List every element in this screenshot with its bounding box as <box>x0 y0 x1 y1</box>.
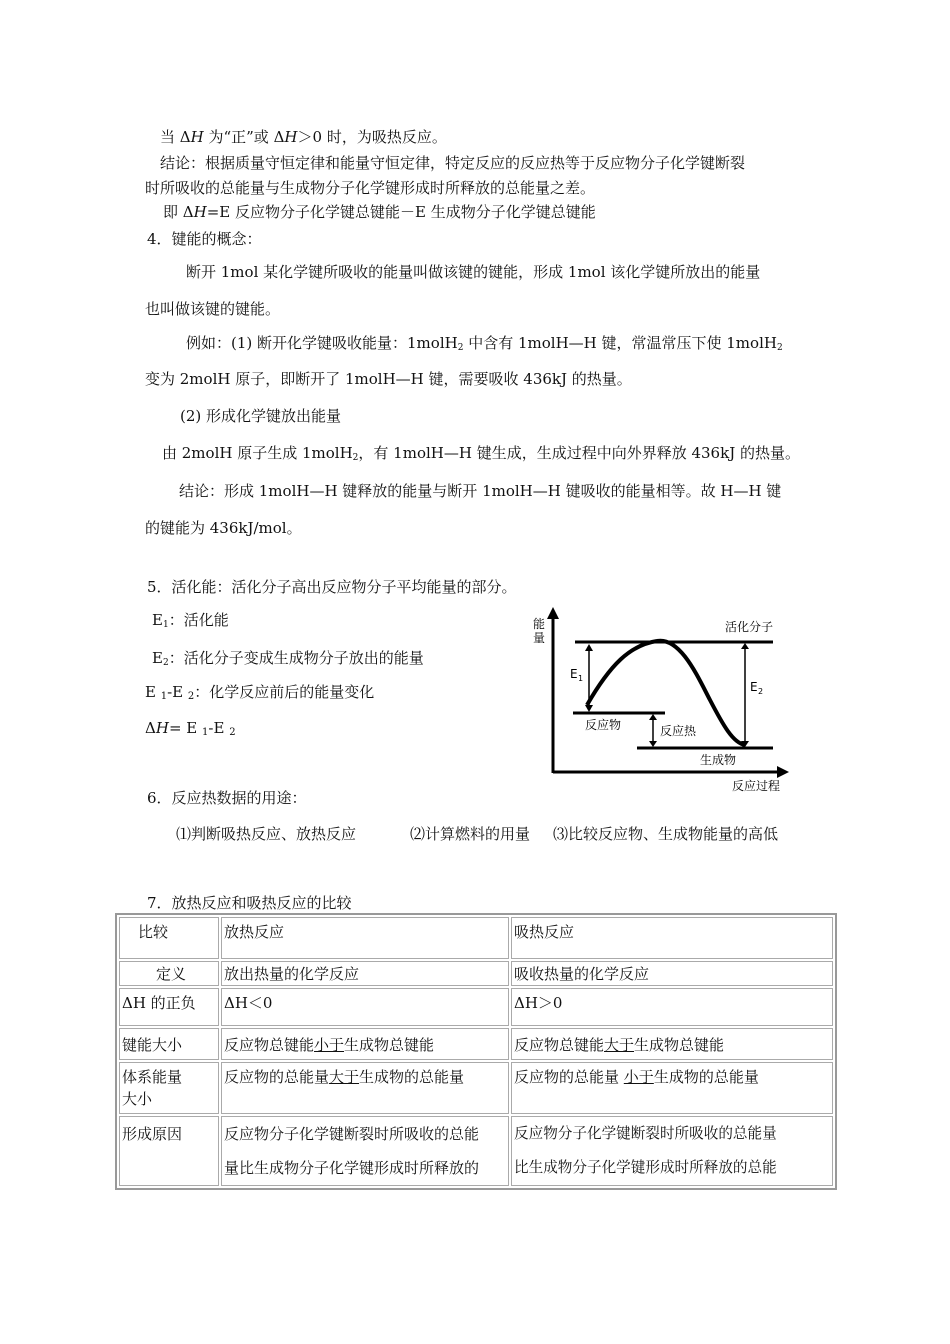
text: 生成物的总能量 <box>359 1068 465 1086</box>
text: ＞0 时，为吸热反应。 <box>297 128 447 146</box>
s5-e2 <box>152 648 424 673</box>
label-e2-sub: 2 <box>758 687 764 696</box>
cell <box>119 1062 219 1114</box>
s4-ex1b: 变为 2molH 原子，即断开了 1molH—H 键，需要吸收 436kJ 的热量。 <box>145 370 632 388</box>
subscript: 2 <box>229 727 236 738</box>
text: 比生成物分子化学键形成时所释放的总能 <box>514 1159 777 1176</box>
cell <box>511 1116 833 1186</box>
text: -E <box>208 719 225 737</box>
text: 中含有 1molH—H 键，常温常压下使 1molH <box>463 334 777 352</box>
subscript: 2 <box>352 453 359 463</box>
text: 反应物分子化学键断裂时所吸收的总能量 <box>514 1125 777 1142</box>
subscript: 1 <box>202 727 209 738</box>
cell <box>221 1028 509 1060</box>
table-row <box>119 1028 833 1060</box>
text: 小于 <box>314 1036 345 1054</box>
energy-diagram <box>525 605 795 800</box>
var-h: H <box>284 128 298 146</box>
s4-ex1a <box>186 333 783 358</box>
subscript: 2 <box>187 691 195 702</box>
x-axis-arrow-icon <box>777 766 789 778</box>
cell-header: 比较 <box>119 917 219 959</box>
arrow-head-icon <box>649 714 657 720</box>
text: ，有 1molH—H 键生成，生成过程中向外界释放 436kJ 的热量。 <box>358 444 800 462</box>
cell <box>511 1062 833 1114</box>
text: 即 Δ <box>163 203 194 221</box>
comparison-table <box>115 913 837 1190</box>
text: E <box>152 611 163 629</box>
text: 反应物分子化学键断裂时所吸收的总能 <box>224 1125 480 1143</box>
text: Δ <box>145 719 156 737</box>
table-row <box>119 1116 833 1186</box>
text: 小于 <box>623 1068 654 1086</box>
subscript: 1 <box>160 691 168 702</box>
text: 反应物的总能量 <box>224 1068 330 1086</box>
para-line-1 <box>160 127 447 147</box>
subscript: 2 <box>776 343 783 353</box>
s4-p1b: 也叫做该键的键能。 <box>145 300 281 318</box>
cell-header: 吸热反应 <box>511 917 833 959</box>
section-6-title: 6．反应热数据的用途： <box>147 789 307 807</box>
arrow-head-icon <box>585 644 593 651</box>
cell <box>511 1028 833 1060</box>
text: ：活化能 <box>168 611 229 629</box>
subscript: 2 <box>457 343 464 353</box>
label-product: 生成物 <box>700 753 737 767</box>
cell: 键能大小 <box>119 1028 219 1060</box>
var-h: H <box>155 719 169 737</box>
label-heat: 反应热 <box>660 724 697 738</box>
text: 大于 <box>604 1036 635 1054</box>
text: ：化学反应前后的能量变化 <box>194 683 375 701</box>
text: =E 反应物分子化学键总键能－E 生成物分子化学键总键能 <box>206 203 596 221</box>
cell: 形成原因 <box>119 1116 219 1186</box>
arrow-head-icon <box>585 705 593 712</box>
text: 生成物的总能量 <box>653 1068 759 1086</box>
subscript: 1 <box>162 620 169 630</box>
text: 由 2molH 原子生成 1molH <box>162 444 353 462</box>
label-activated: 活化分子 <box>725 620 774 634</box>
text: 例如：(1) 断开化学键吸收能量：1molH <box>186 334 458 352</box>
cell: ΔH＞0 <box>511 988 833 1026</box>
text: 当 Δ <box>160 128 191 146</box>
s6-use-3: ⑶比较反应物、生成物能量的高低 <box>553 825 779 843</box>
s5-dh <box>145 718 236 743</box>
table-row <box>119 917 833 959</box>
s6-use-2: ⑵计算燃料的用量 <box>410 825 531 843</box>
label-e1: E <box>570 667 578 681</box>
table-row <box>119 1062 833 1114</box>
s4-c2: 的键能为 436kJ/mol。 <box>145 519 302 537</box>
text: 量比生成物分子化学键形成时所释放的 <box>224 1159 480 1177</box>
text: 体系能量 <box>122 1068 183 1086</box>
text: ：活化分子变成生成物分子放出的能量 <box>168 649 424 667</box>
text: E <box>152 649 163 667</box>
y-axis-label-1: 能 <box>533 617 546 631</box>
cell: 吸收热量的化学反应 <box>511 961 833 986</box>
text: 大于 <box>329 1068 360 1086</box>
para-line-2: 结论：根据质量守恒定律和能量守恒定律，特定反应的反应热等于反应物分子化学键断裂 <box>160 154 746 172</box>
text: 为“正”或 Δ <box>203 128 285 146</box>
section-4-title: 4．键能的概念： <box>147 230 262 248</box>
s5-e1 <box>152 610 229 635</box>
subscript: 2 <box>162 658 169 668</box>
s4-p1a: 断开 1mol 某化学键所吸收的能量叫做该键的键能，形成 1mol 该化学键所放出的能量 <box>186 263 761 281</box>
label-e1-sub: 1 <box>578 674 584 683</box>
s4-ex2b <box>162 443 800 468</box>
y-axis-label-2: 量 <box>533 631 546 645</box>
table-row <box>119 961 833 986</box>
cell-header: 放热反应 <box>221 917 509 959</box>
s4-c1: 结论：形成 1molH—H 键释放的能量与断开 1molH—H 键吸收的能量相等。故 H—H 键 <box>179 482 782 500</box>
arrow-head-icon <box>741 643 749 649</box>
text: 大小 <box>122 1090 153 1108</box>
text: E <box>145 683 156 701</box>
cell: ΔH＜0 <box>221 988 509 1026</box>
cell <box>221 1062 509 1114</box>
label-e2: E <box>750 680 758 694</box>
section-7-title: 7．放热反应和吸热反应的比较 <box>147 894 352 912</box>
section-5-title: 5．活化能：活化分子高出反应物分子平均能量的部分。 <box>147 578 517 596</box>
arrow-head-icon <box>649 741 657 747</box>
s4-ex2: (2) 形成化学键放出能量 <box>180 407 342 425</box>
text: 生成物总键能 <box>634 1036 725 1054</box>
var-h: H <box>190 128 204 146</box>
text: 反应物总键能 <box>224 1036 315 1054</box>
para-line-3: 时所吸收的总能量与生成物分子化学键形成时所释放的总能量之差。 <box>145 179 596 197</box>
s6-use-1: ⑴判断吸热反应、放热反应 <box>176 825 357 843</box>
var-h: H <box>193 203 207 221</box>
label-reactant: 反应物 <box>585 718 622 732</box>
cell <box>221 1116 509 1186</box>
text: = E <box>168 719 198 737</box>
s5-e12 <box>145 682 374 707</box>
text: 反应物的总能量 <box>514 1068 620 1086</box>
table-row <box>119 988 833 1026</box>
cell: ΔH 的正负 <box>119 988 219 1026</box>
y-axis-arrow-icon <box>547 607 559 619</box>
cell: 放出热量的化学反应 <box>221 961 509 986</box>
para-line-4 <box>163 202 596 222</box>
label-x-axis: 反应过程 <box>732 779 781 793</box>
text: 生成物总键能 <box>344 1036 435 1054</box>
text: -E <box>167 683 184 701</box>
text: 反应物总键能 <box>514 1036 605 1054</box>
cell: 定义 <box>119 961 219 986</box>
